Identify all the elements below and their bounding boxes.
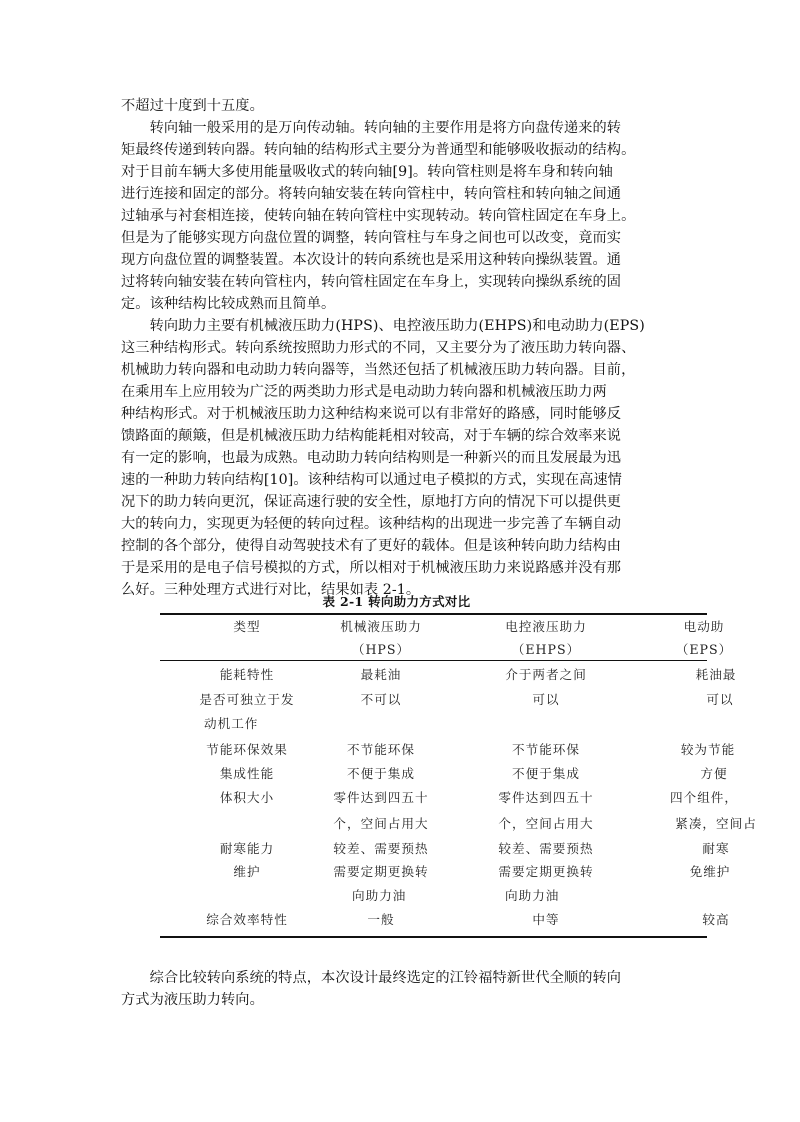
table-cell: 介于两者之间	[505, 667, 587, 682]
table-cell: 最耗油	[360, 667, 402, 682]
table-cell: 维护	[233, 864, 261, 879]
table-cell: 不便于集成	[512, 766, 580, 781]
body-line: 综合比较转向系统的特点，本次设计最终选定的江铃福特新世代全顺的转向	[121, 970, 622, 986]
comparison-table	[0, 600, 757, 940]
table-cell: 免维护	[689, 864, 731, 879]
table-cell: 耗油最	[695, 667, 737, 682]
body-line: 不超过十度到十五度。	[121, 98, 264, 114]
table-header-cell: （HPS）	[351, 642, 411, 657]
table-cell: 集成性能	[219, 766, 275, 781]
body-line: 转向轴一般采用的是万向传动轴。转向轴的主要作用是将方向盘传递来的转	[121, 120, 622, 136]
table-cell: 不节能环保	[347, 742, 415, 757]
table-caption: 表 2-1 转向助力方式对比	[322, 594, 471, 609]
table-cell: 零件达到四五十	[333, 790, 429, 805]
table-cell: 一般	[367, 912, 395, 927]
table-cell: 耐寒能力	[219, 841, 275, 856]
table-cell: 能耗特性	[219, 667, 275, 682]
body-line: 于是采用的是电子信号模拟的方式，所以相对于机械液压助力来说路感并没有那	[121, 560, 622, 576]
table-cell: 四个组件，	[670, 790, 738, 805]
table-cell: 可以	[706, 692, 734, 707]
table-cell: 动机工作	[204, 716, 259, 731]
body-line: 速的一种助力转向结构[10]。该种结构可以通过电子模拟的方式，实现在高速情	[121, 472, 623, 488]
table-header-cell: 类型	[233, 619, 261, 634]
body-line: 方式为液压助力转向。	[121, 992, 264, 1008]
body-line: 控制的各个部分，使得自动驾驶技术有了更好的载体。但是该种转向助力结构由	[121, 538, 622, 554]
table-cell: 较差、需要预热	[333, 841, 429, 856]
table-cell: 向助力油	[505, 888, 560, 903]
body-line: 进行连接和固定的部分。将转向轴安装在转向管柱中，转向管柱和转向轴之间通	[121, 186, 622, 202]
body-line: 这三种结构形式。转向系统按照助力形式的不同，又主要分为了液压助力转向器、	[121, 340, 636, 356]
table-cell: 不便于集成	[347, 766, 415, 781]
table-cell: 个，空间占用大	[498, 816, 594, 831]
table-cell: 耐寒	[702, 841, 730, 856]
body-line: 过轴承与衬套相连接，使转向轴在转向管柱中实现转动。转向管柱固定在车身上。	[121, 208, 636, 224]
body-line: 对于目前车辆大多使用能量吸收式的转向轴[9]。转向管柱则是将车身和转向轴	[121, 164, 613, 180]
body-line: 机械助力转向器和电动助力转向器等，当然还包括了机械液压助力转向器。目前，	[121, 362, 636, 378]
table-cell: 需要定期更换转	[333, 864, 429, 879]
body-line: 过将转向轴安装在转向管柱内，转向管柱固定在车身上，实现转向操纵系统的固	[121, 274, 622, 290]
table-cell: 个，空间占用大	[333, 816, 429, 831]
table-cell: 方便	[700, 766, 728, 781]
table-cell: 体积大小	[219, 790, 275, 805]
body-line: 转向助力主要有机械液压助力(HPS)、电控液压助力(EHPS)和电动助力(EPS)	[121, 318, 645, 334]
body-line: 么好。三种处理方式进行对比，结果如表 2-1。	[121, 582, 421, 598]
table-cell: 需要定期更换转	[498, 864, 594, 879]
table-cell: 较高	[702, 912, 730, 927]
table-header-cell: （EPS）	[675, 642, 733, 657]
body-line: 但是为了能够实现方向盘位置的调整，转向管柱与车身之间也可以改变，竟而实	[121, 230, 622, 246]
table-cell: 较为节能	[680, 742, 736, 757]
table-cell: 是否可独立于发	[199, 692, 295, 707]
body-line: 定。该种结构比较成熟而且简单。	[121, 296, 336, 312]
table-cell: 综合效率特性	[206, 912, 288, 927]
table-cell: 节能环保效果	[206, 742, 288, 757]
body-line: 有一定的影响，也最为成熟。电动助力转向结构则是一种新兴的而且发展最为迅	[121, 450, 622, 466]
body-line: 矩最终传递到转向器。转向轴的结构形式主要分为普通型和能够吸收振动的结构。	[121, 142, 636, 158]
table-header-cell: （EHPS）	[511, 642, 581, 657]
table-cell: 不节能环保	[512, 742, 580, 757]
body-line: 大的转向力，实现更为轻便的转向过程。该种结构的出现进一步完善了车辆自动	[121, 516, 622, 532]
table-header-cell: 电控液压助力	[505, 619, 587, 634]
body-line: 种结构形式。对于机械液压助力这种结构来说可以有非常好的路感，同时能够反	[121, 406, 622, 422]
table-cell: 零件达到四五十	[498, 790, 594, 805]
table-cell: 较差、需要预热	[498, 841, 594, 856]
table-header-cell: 机械液压助力	[340, 619, 422, 634]
table-header-cell: 电动助	[683, 619, 725, 634]
table-cell: 不可以	[360, 692, 402, 707]
body-line: 在乘用车上应用较为广泛的两类助力形式是电动助力转向器和机械液压助力两	[121, 384, 607, 400]
table-cell: 中等	[532, 912, 560, 927]
body-line: 况下的助力转向更沉，保证高速行驶的安全性，原地打方向的情况下可以提供更	[121, 494, 622, 510]
table-cell: 紧凑，空间占	[675, 816, 757, 831]
body-line: 馈路面的颠簸，但是机械液压助力结构能耗相对较高，对于车辆的综合效率来说	[121, 428, 622, 444]
table-cell: 可以	[532, 692, 560, 707]
table-cell: 向助力油	[352, 888, 407, 903]
body-line: 现方向盘位置的调整装置。本次设计的转向系统也是采用这种转向操纵装置。通	[121, 252, 622, 268]
